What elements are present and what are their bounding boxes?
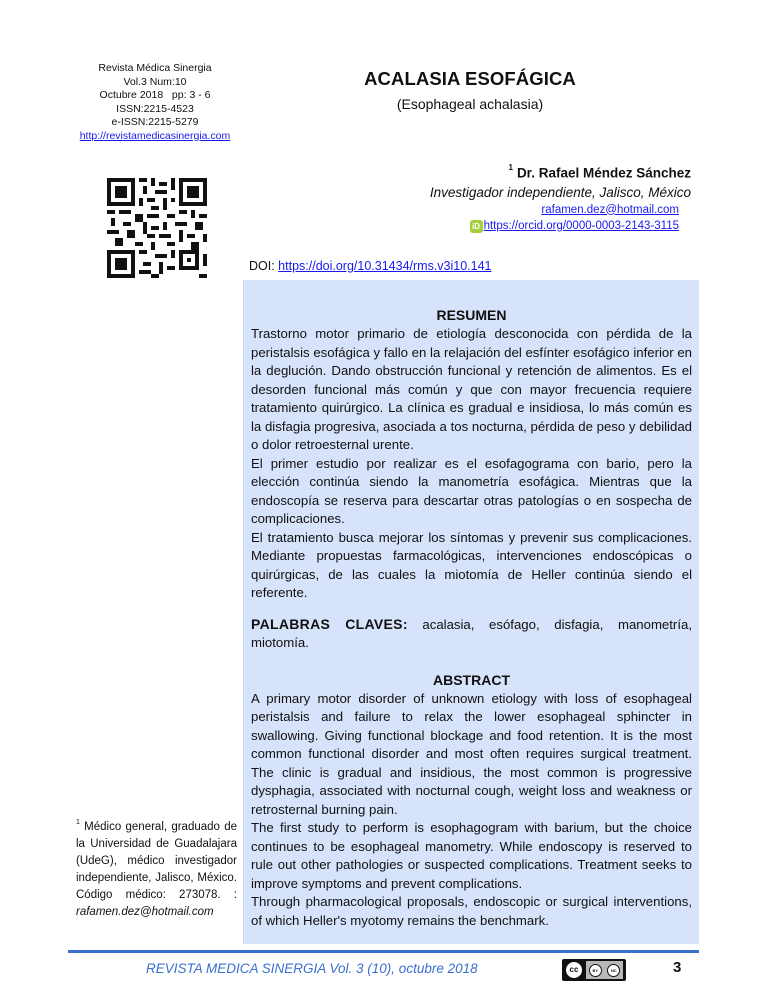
page-number: 3 <box>673 959 682 976</box>
article-subtitle: (Esophageal achalasia) <box>396 96 544 112</box>
keywords-text: acalasia, esófago, disfagia, manometría, miotomía. <box>251 616 692 650</box>
journal-name: Revista Médica Sinergia <box>98 62 212 74</box>
abstract-paragraph: The first study to perform is esophagogram with barium, but the choice continues to be esophageal manometry. While endoscopy is reserved to rule out other pathologies or suspected complications. Treatment seeks to improve symptoms and prevent complications. <box>251 820 692 891</box>
author-name: Dr. Rafael Méndez Sánchez <box>516 165 691 181</box>
author-email-link[interactable]: rafamen.dez@hotmail.com <box>541 203 679 216</box>
abstract-heading: ABSTRACT <box>433 671 510 688</box>
journal-issn: ISSN:2215-4523 <box>116 102 194 115</box>
doi-link[interactable]: https://doi.org/10.31434/rms.v3i10.141 <box>278 259 492 273</box>
by-label: BY <box>592 967 599 973</box>
resumen-paragraph: El tratamiento busca mejorar los síntomas y prevenir sus complicaciones. Mediante propuestas farmacológicas, intervenciones endoscópicas o quirúrgicas, de las cuales la miotomía de Heller continúa siendo el referente. <box>251 529 692 600</box>
journal-eissn: e-ISSN:2215-5279 <box>111 116 199 128</box>
journal-date-pages: Octubre 2018 pp: 3 - 6 <box>99 89 211 101</box>
resumen-paragraph: El primer estudio por realizar es el esofagograma con bario, pero la elección continúa siendo la manometría esofágica. Mientras que la endoscopía se reserva para descartar otras patologías o en sospecha de complicaciones. <box>251 455 692 526</box>
keywords-label: PALABRAS CLAVES: <box>251 615 408 632</box>
qr-code-icon <box>107 178 207 278</box>
orcid-icon: iD <box>470 220 483 233</box>
cc-icon: cc <box>565 961 583 979</box>
by-attribution-icon <box>589 964 602 977</box>
footnote-text: Médico general, graduado de la Universidad de Guadalajara (UdeG), médico investigador independiente, Jalisco, México. Código médico: 273078. : <box>76 820 237 901</box>
journal-url-link[interactable]: http://revistamedicasinergia.com <box>79 129 231 142</box>
journal-volume: Vol.3 Num:10 <box>123 75 187 88</box>
author-footnote <box>76 815 237 921</box>
footnote-email: rafamen.dez@hotmail.com <box>76 905 214 918</box>
article-title: ACALASIA ESOFÁGICA <box>364 68 576 89</box>
orcid-line <box>430 220 679 233</box>
title-block <box>335 68 605 112</box>
abstract-box <box>243 280 699 944</box>
cc-license-icon <box>562 959 626 981</box>
nc-noncommercial-icon <box>607 964 620 977</box>
footer-divider <box>68 950 699 953</box>
author-affiliation: Investigador independiente, Jalisco, México <box>429 184 691 200</box>
doi-label: DOI: <box>249 259 279 273</box>
author-block <box>430 165 691 233</box>
keywords <box>251 615 692 653</box>
doi-line <box>249 259 492 273</box>
resumen-heading: RESUMEN <box>436 307 507 323</box>
journal-info <box>66 62 244 143</box>
cc-conditions <box>586 961 623 979</box>
nc-label: NC <box>610 967 617 973</box>
author-marker: 1 <box>508 163 513 172</box>
footer-journal-line: REVISTA MEDICA SINERGIA Vol. 3 (10), octubre 2018 <box>146 961 478 976</box>
footnote-marker: 1 <box>76 819 80 826</box>
abstract-paragraph: A primary motor disorder of unknown etiology with loss of esophageal peristalsis and failure to relax the lower esophageal sphincter in swallowing. Giving functional blockage and food retention. It is the most common functional disorder and most often requires surgical treatment. The clinic is gradual and insidious, the most common is progressive dysphagia, associated with nocturnal cough, weight loss and weakness or retrosternal burning pain. <box>251 690 692 817</box>
resumen-paragraph: Trastorno motor primario de etiología desconocida con pérdida de la peristalsis esofágica y fallo en la relajación del esfínter esofágico inferior en la deglución. Dando obstrucción funcional y retención de alimentos. Es el desorden funcional más común y que con mayor frecuencia requiere tratamiento quirúrgico. La clínica es gradual e insidiosa, lo más común es la disfagia progresiva, asociada a tos nocturna, pérdida de peso y debilidad o dolor retroesternal urente. <box>251 326 692 452</box>
orcid-link[interactable]: https://orcid.org/0000-0003-2143-3115 <box>483 220 679 232</box>
abstract-content <box>251 280 692 930</box>
abstract-paragraph: Through pharmacological proposals, endoscopic or surgical interventions, of which Heller's myotomy remains the benchmark. <box>251 894 692 928</box>
author-name-line <box>430 165 691 181</box>
